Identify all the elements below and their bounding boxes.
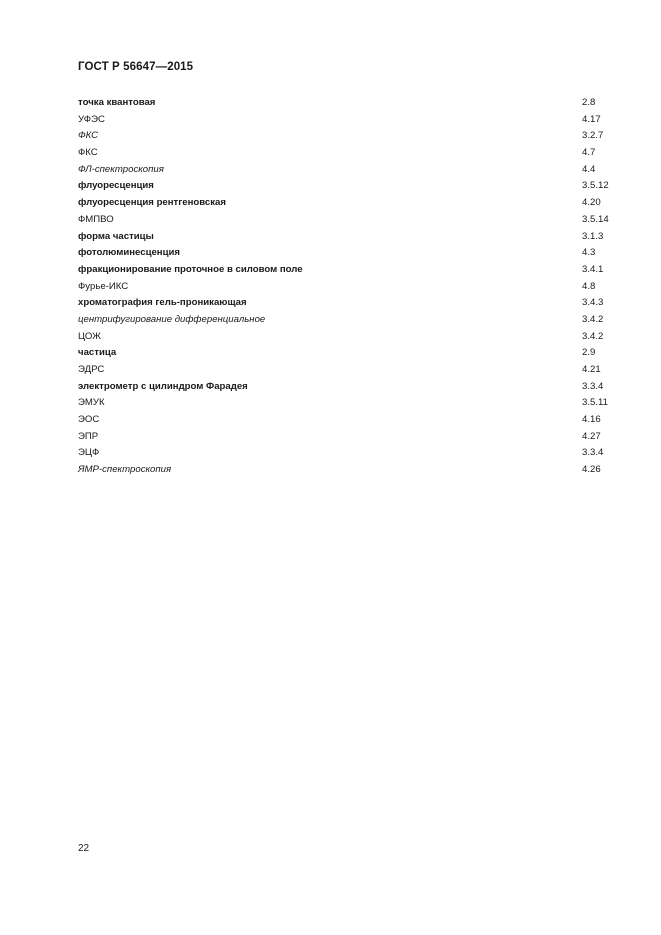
index-entry: [78, 445, 608, 462]
index-entry-reference: 3.4.2: [582, 313, 604, 325]
index-entry-reference: 4.21: [582, 364, 601, 375]
index-entry-term: ЯМР-спектроскопия: [78, 464, 172, 476]
index-entry-term: фотолюминесценция: [78, 247, 180, 259]
index-entry-reference: 3.5.14: [582, 213, 609, 225]
index-entry: [78, 229, 608, 246]
index-entry: [78, 128, 608, 145]
index-entry-term: ЭМУК: [78, 397, 105, 409]
index-entry-term: УФЭС: [78, 113, 105, 125]
index-entry-term: ЭДРС: [78, 364, 105, 375]
page-number: 22: [78, 843, 90, 854]
index-entry-list: [78, 95, 608, 479]
index-entry-term: центрифугирование дифференциальное: [78, 313, 266, 325]
index-entry-reference: 3.4.2: [582, 330, 604, 342]
index-entry: [78, 379, 608, 396]
index-entry-term: Фурье-ИКС: [78, 280, 129, 292]
index-entry: [78, 429, 608, 446]
index-entry-term: ЭПР: [78, 430, 99, 442]
index-entry-reference: 3.5.11: [582, 397, 608, 409]
index-entry-reference: 4.20: [582, 197, 601, 209]
index-entry: [78, 112, 608, 129]
index-entry: [78, 212, 608, 229]
index-entry-reference: 2.8: [582, 97, 596, 108]
index-entry-term: ФКС: [78, 147, 98, 159]
index-entry: [78, 329, 608, 346]
index-entry-reference: 4.4: [582, 163, 596, 175]
index-entry: [78, 362, 608, 379]
index-entry-reference: 3.4.3: [582, 297, 604, 309]
index-entry-reference: 3.2.7: [582, 130, 604, 142]
index-entry-reference: 4.16: [582, 414, 601, 426]
index-entry-reference: 2.9: [582, 347, 596, 359]
index-entry: [78, 245, 608, 262]
index-entry: [78, 412, 608, 429]
index-entry-term: хроматография гель-проникающая: [78, 297, 247, 309]
index-entry-term: фракционирование проточное в силовом поле: [78, 263, 303, 275]
index-entry-term: ЭЦФ: [78, 447, 100, 459]
index-entry-reference: 3.3.4: [582, 380, 604, 392]
index-entry: [78, 462, 608, 479]
index-entry: [78, 145, 608, 162]
index-entry-reference: 4.7: [582, 147, 596, 159]
index-entry-reference: 4.27: [582, 430, 601, 442]
index-entry-term: флуоресценция рентгеновская: [78, 197, 226, 209]
index-entry-reference: 3.4.1: [582, 263, 604, 275]
index-entry: [78, 345, 608, 362]
index-entry: [78, 395, 608, 412]
index-entry-term: электрометр с цилиндром Фарадея: [78, 380, 248, 392]
index-entry-term: ЦОЖ: [78, 330, 101, 342]
index-entry: [78, 95, 608, 112]
document-header-title: ГОСТ Р 56647—2015: [78, 61, 194, 73]
index-entry-term: форма частицы: [78, 230, 154, 242]
index-entry-term: ФМПВО: [78, 213, 114, 225]
index-entry-reference: 4.8: [582, 280, 596, 292]
index-entry-term: точка квантовая: [78, 97, 156, 108]
index-entry: [78, 312, 608, 329]
index-entry-term: ФЛ-спектроскопия: [78, 163, 164, 175]
index-entry-term: ФКС: [78, 130, 99, 142]
index-entry: [78, 162, 608, 179]
index-entry-reference: 4.17: [582, 113, 601, 125]
index-entry: [78, 178, 608, 195]
index-entry: [78, 295, 608, 312]
index-entry-term: флуоресценция: [78, 180, 154, 192]
index-entry-reference: 4.3: [582, 247, 596, 259]
index-entry-reference: 4.26: [582, 464, 601, 476]
index-entry-reference: 3.3.4: [582, 447, 604, 459]
index-entry-reference: 3.1.3: [582, 230, 604, 242]
index-entry-term: частица: [78, 347, 117, 359]
index-entry: [78, 262, 608, 279]
index-entry: [78, 195, 608, 212]
index-entry-reference: 3.5.12: [582, 180, 609, 192]
index-entry: [78, 279, 608, 296]
index-entry-term: ЭОС: [78, 414, 100, 426]
